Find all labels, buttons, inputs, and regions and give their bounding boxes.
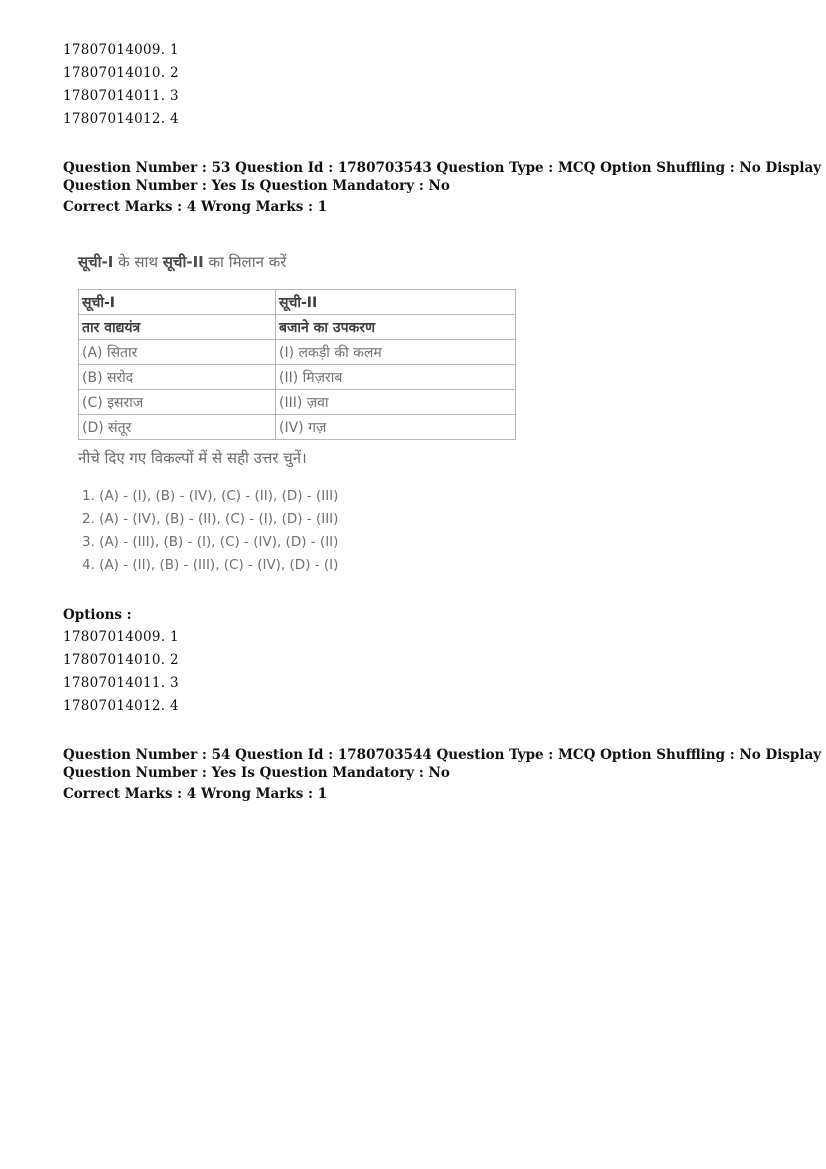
- q54-marks: Correct Marks : 4 Wrong Marks : 1: [63, 786, 328, 802]
- q54-header-line2: Question Number : Yes Is Question Mandatory : No: [63, 765, 450, 781]
- q54-header-line1: Question Number : 54 Question Id : 1780703544 Question Type : MCQ Option Shuffling : No Display: [63, 747, 822, 763]
- table-subheader-row: [79, 315, 516, 340]
- table-header-col2: सूची-II: [276, 290, 516, 315]
- option-3: 17807014011. 3: [63, 675, 179, 691]
- prev-option-3: 17807014011. 3: [63, 88, 179, 104]
- match-table: [78, 289, 516, 440]
- instruction-list2: सूची-II: [162, 253, 204, 271]
- table-cell-ii: (II) मिज़राब: [276, 365, 516, 390]
- choose-instruction: नीचे दिए गए विकल्पों में से सही उत्तर चुनें।: [78, 449, 307, 467]
- table-cell-i: (I) लकड़ी की कलम: [276, 340, 516, 365]
- table-row: [79, 340, 516, 365]
- instruction-end: का मिलान करें: [203, 253, 287, 271]
- prev-option-4: 17807014012. 4: [63, 111, 179, 127]
- instruction-mid: के साथ: [113, 253, 163, 271]
- question-image: [78, 250, 538, 580]
- options-label: Options :: [63, 607, 132, 623]
- prev-option-1: 17807014009. 1: [63, 42, 179, 58]
- table-cell-c: (C) इसराज: [79, 390, 276, 415]
- answer-choice-1: 1. (A) - (I), (B) - (IV), (C) - (II), (D) - (III): [82, 488, 339, 504]
- answer-choice-4: 4. (A) - (II), (B) - (III), (C) - (IV), (D) - (I): [82, 557, 339, 573]
- answer-choice-2: 2. (A) - (IV), (B) - (II), (C) - (I), (D) - (III): [82, 511, 339, 527]
- table-cell-d: (D) संतूर: [79, 415, 276, 440]
- table-subheader-col1: तार वाद्ययंत्र: [79, 315, 276, 340]
- option-2: 17807014010. 2: [63, 652, 179, 668]
- table-row: [79, 365, 516, 390]
- question-instruction: [78, 252, 286, 272]
- answer-choice-3: 3. (A) - (III), (B) - (I), (C) - (IV), (D) - (II): [82, 534, 339, 550]
- table-cell-b: (B) सरोद: [79, 365, 276, 390]
- table-cell-a: (A) सितार: [79, 340, 276, 365]
- table-row: [79, 415, 516, 440]
- q53-header-line2: Question Number : Yes Is Question Mandatory : No: [63, 178, 450, 194]
- option-1: 17807014009. 1: [63, 629, 179, 645]
- prev-option-2: 17807014010. 2: [63, 65, 179, 81]
- table-subheader-col2: बजाने का उपकरण: [276, 315, 516, 340]
- q53-header-line1: Question Number : 53 Question Id : 1780703543 Question Type : MCQ Option Shuffling : No Display: [63, 160, 822, 176]
- option-4: 17807014012. 4: [63, 698, 179, 714]
- table-header-row: [79, 290, 516, 315]
- instruction-list1: सूची-I: [78, 253, 114, 271]
- table-header-col1: सूची-I: [79, 290, 276, 315]
- q53-marks: Correct Marks : 4 Wrong Marks : 1: [63, 199, 328, 215]
- table-cell-iii: (III) ज़वा: [276, 390, 516, 415]
- table-cell-iv: (IV) गज़: [276, 415, 516, 440]
- table-row: [79, 390, 516, 415]
